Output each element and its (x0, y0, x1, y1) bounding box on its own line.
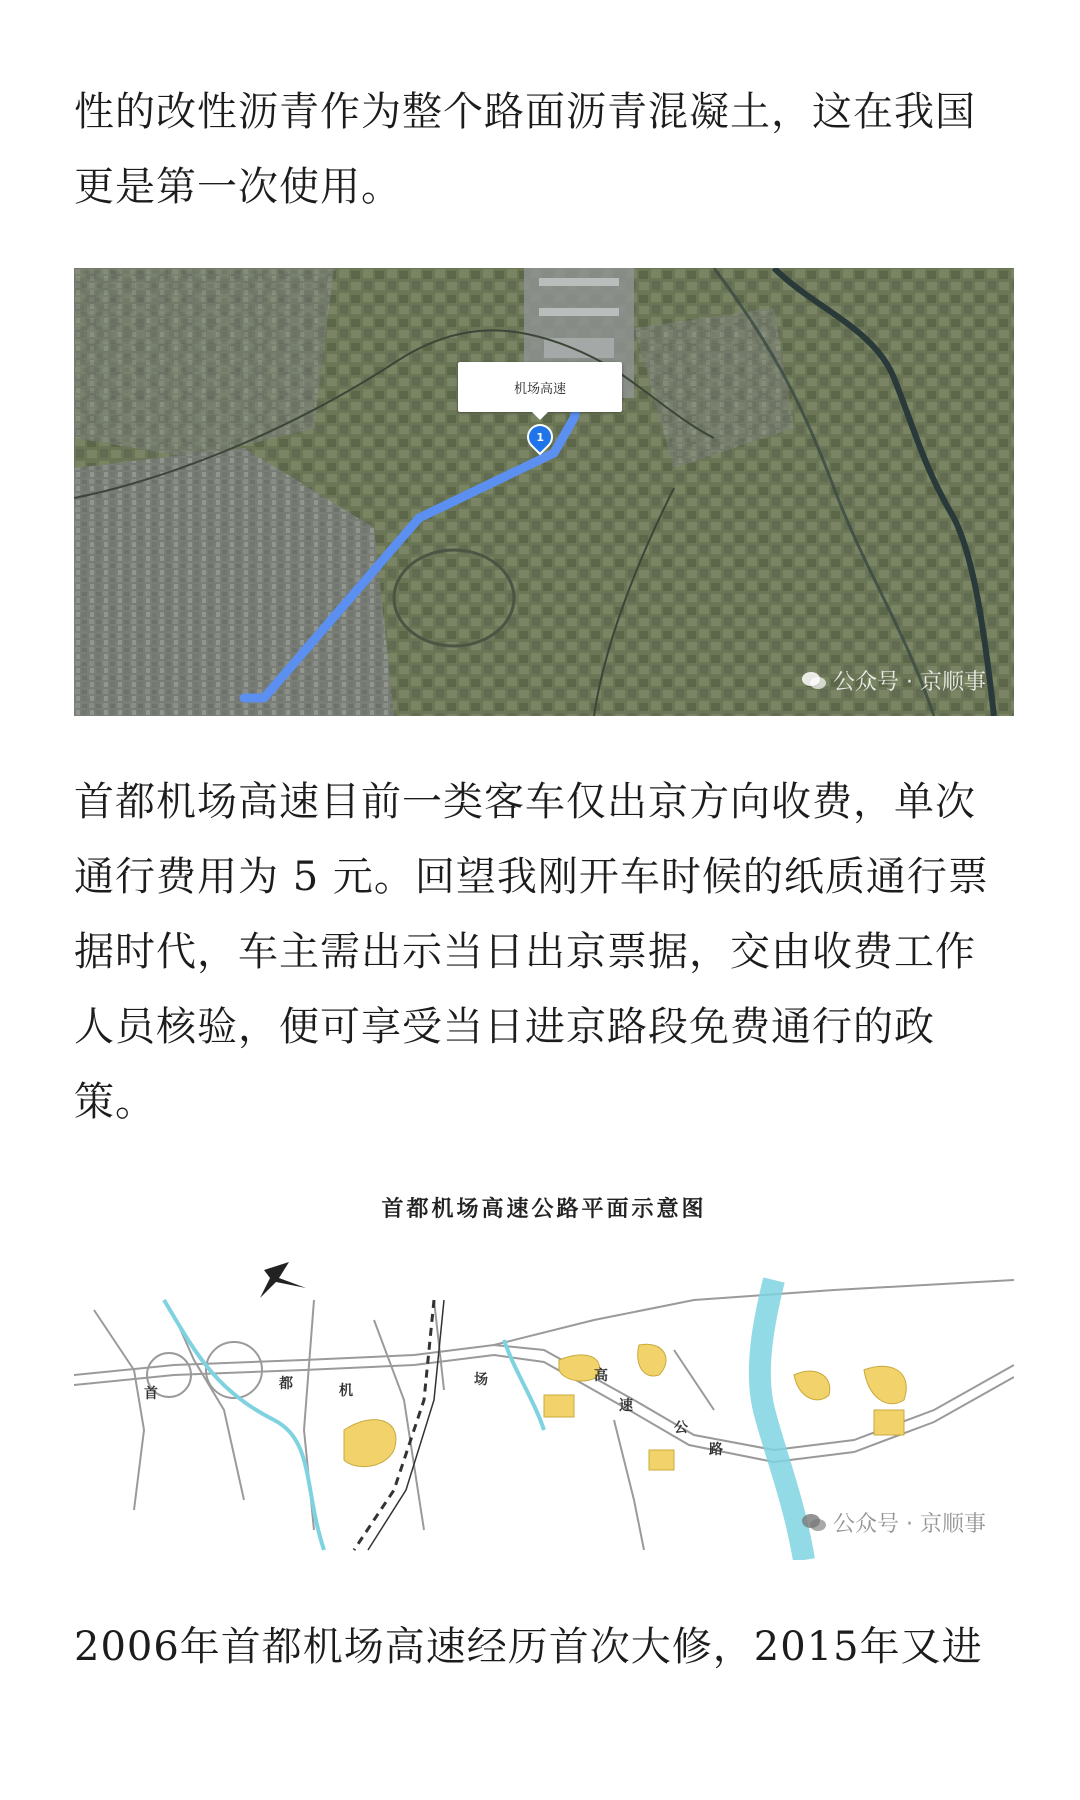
paragraph-renovation: 2006年首都机场高速经历首次大修，2015年又进 (74, 1624, 983, 1670)
road-char: 高 (594, 1368, 608, 1384)
diagram-title: 首都机场高速公路平面示意图 (381, 1197, 707, 1222)
road-diagram-image (74, 1170, 1014, 1560)
road-char: 路 (709, 1442, 723, 1458)
road-char: 首 (144, 1386, 158, 1402)
road-diagram-drawing (74, 1170, 1014, 1560)
paragraph-intro: 性的改性沥青作为整个路面沥青混凝土，这在我国更是第一次使用。 (74, 89, 976, 210)
road-char: 机 (339, 1383, 353, 1399)
watermark (801, 1507, 986, 1538)
wechat-icon (801, 671, 827, 691)
watermark-text: 公众号 · 京顺事 (833, 670, 986, 695)
road-char: 都 (279, 1376, 293, 1392)
satellite-terrain (74, 268, 1014, 716)
road-char: 场 (474, 1372, 488, 1388)
watermark-text: 公众号 · 京顺事 (833, 1512, 986, 1537)
airplane-icon (260, 1262, 306, 1298)
satellite-map-image (74, 268, 1014, 716)
paragraph-toll-policy: 首都机场高速目前一类客车仅出京方向收费，单次通行费用为 5 元。回望我刚开车时候的纸质通行票据时代，车主需出示当日出京票据，交由收费工作人员核验，便可享受当日进京路段免费通行的政策。 (74, 779, 989, 1125)
map-label-airport-expressway: 机场高速 (458, 362, 622, 412)
watermark (801, 665, 986, 696)
road-char: 速 (619, 1398, 633, 1414)
map-pin-number: 1 (536, 430, 544, 444)
wechat-icon (801, 1513, 827, 1533)
road-char: 公 (674, 1420, 688, 1436)
